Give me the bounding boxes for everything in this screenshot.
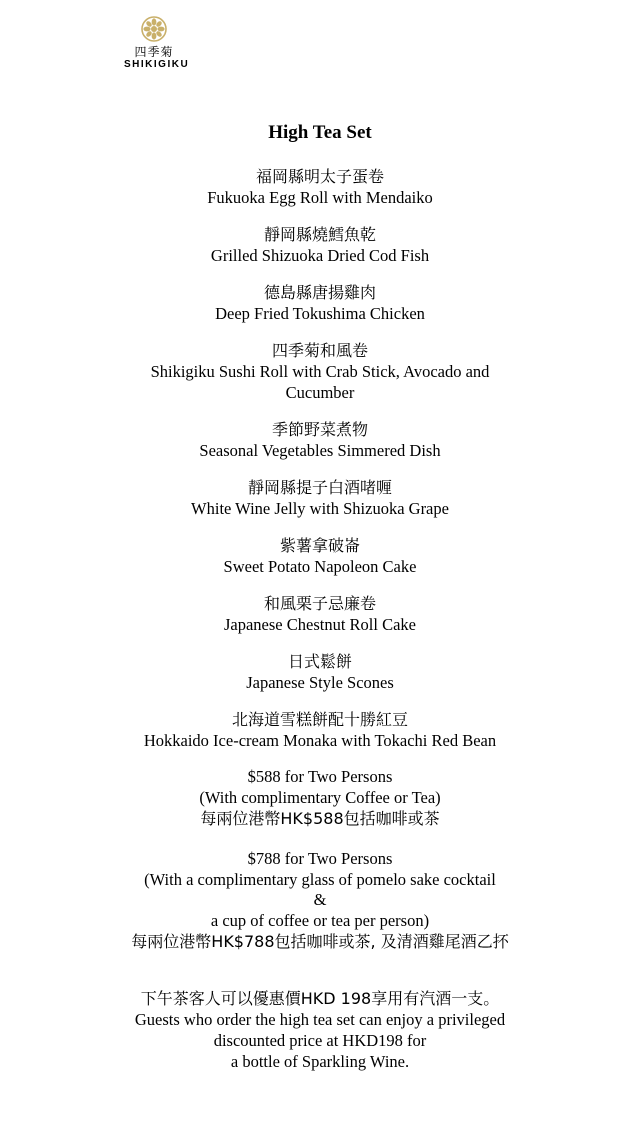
- menu-item: [0, 224, 640, 266]
- menu-item-zh: 季節野菜煮物: [271, 420, 368, 439]
- menu-item-zh: 福岡縣明太子蛋卷: [255, 167, 384, 186]
- menu-item: [0, 419, 640, 461]
- price-section: [0, 767, 640, 952]
- menu-item-en: Seasonal Vegetables Simmered Dish: [199, 441, 441, 460]
- price-option-788: [0, 849, 640, 952]
- menu-item: [0, 166, 640, 208]
- price-heading: $588 for Two Persons: [247, 767, 393, 786]
- menu-item-zh: 四季菊和風卷: [271, 341, 368, 360]
- note-zh: 下午茶客人可以優惠價HKD 198享用有汽酒一支。: [140, 989, 500, 1008]
- menu-item-zh: 靜岡縣提子白酒啫喱: [247, 478, 392, 497]
- logo-latin-text: SHIKIGIKU: [124, 59, 190, 70]
- menu-item-en: Japanese Chestnut Roll Cake: [223, 615, 416, 634]
- menu-item-zh: 和風栗子忌廉卷: [263, 594, 376, 613]
- price-detail: (With complimentary Coffee or Tea): [199, 787, 441, 807]
- note-en-line: Guests who order the high tea set can enjoy a privileged: [134, 1010, 506, 1029]
- menu-item: [0, 651, 640, 693]
- price-option-588: [0, 767, 640, 829]
- menu-items: [0, 166, 640, 751]
- menu-item: [0, 282, 640, 324]
- menu-item: [0, 593, 640, 635]
- menu-item-en: Japanese Style Scones: [246, 673, 394, 692]
- menu-item-en: Hokkaido Ice-cream Monaka with Tokachi Red Bean: [143, 731, 497, 750]
- price-detail: a cup of coffee or tea per person): [210, 910, 430, 930]
- menu-item: [0, 340, 640, 403]
- menu-item-zh: 靜岡縣燒鱈魚乾: [263, 225, 376, 244]
- note-en-line: discounted price at HKD198 for: [213, 1031, 427, 1050]
- price-heading: $788 for Two Persons: [247, 849, 393, 868]
- menu-item-en: Shikigiku Sushi Roll with Crab Stick, Avocado and Cucumber: [150, 362, 490, 402]
- menu-item-en: Fukuoka Egg Roll with Mendaiko: [207, 188, 433, 207]
- shikigiku-logo: [124, 16, 190, 71]
- logo-cjk-text: 四季菊: [134, 45, 174, 59]
- sparkling-wine-note: [0, 988, 640, 1072]
- menu-item-en: Grilled Shizuoka Dried Cod Fish: [210, 246, 430, 265]
- menu-item-en: Sweet Potato Napoleon Cake: [223, 557, 417, 576]
- note-en-line: a bottle of Sparkling Wine.: [230, 1052, 410, 1071]
- chrysanthemum-crest-icon: [141, 16, 167, 42]
- menu-item: [0, 477, 640, 519]
- high-tea-menu: [0, 120, 640, 1072]
- price-zh: 每兩位港幣HK$588包括咖啡或茶: [200, 809, 440, 828]
- menu-item: [0, 535, 640, 577]
- menu-item-zh: 紫薯拿破崙: [279, 536, 360, 555]
- price-detail: (With a complimentary glass of pomelo sake cocktail: [144, 869, 496, 889]
- page-title: High Tea Set: [268, 122, 372, 143]
- price-detail-ampersand: &: [313, 890, 327, 909]
- menu-item-zh: 德島縣唐揚雞肉: [263, 283, 376, 302]
- menu-item-en: Deep Fried Tokushima Chicken: [215, 304, 425, 323]
- menu-item: [0, 709, 640, 751]
- menu-item-zh: 北海道雪糕餅配十勝紅豆: [231, 710, 408, 729]
- menu-item-zh: 日式鬆餅: [287, 652, 352, 671]
- menu-item-en: White Wine Jelly with Shizuoka Grape: [191, 499, 449, 518]
- price-zh: 每兩位港幣HK$788包括咖啡或茶, 及清酒雞尾酒乙抔: [131, 932, 509, 951]
